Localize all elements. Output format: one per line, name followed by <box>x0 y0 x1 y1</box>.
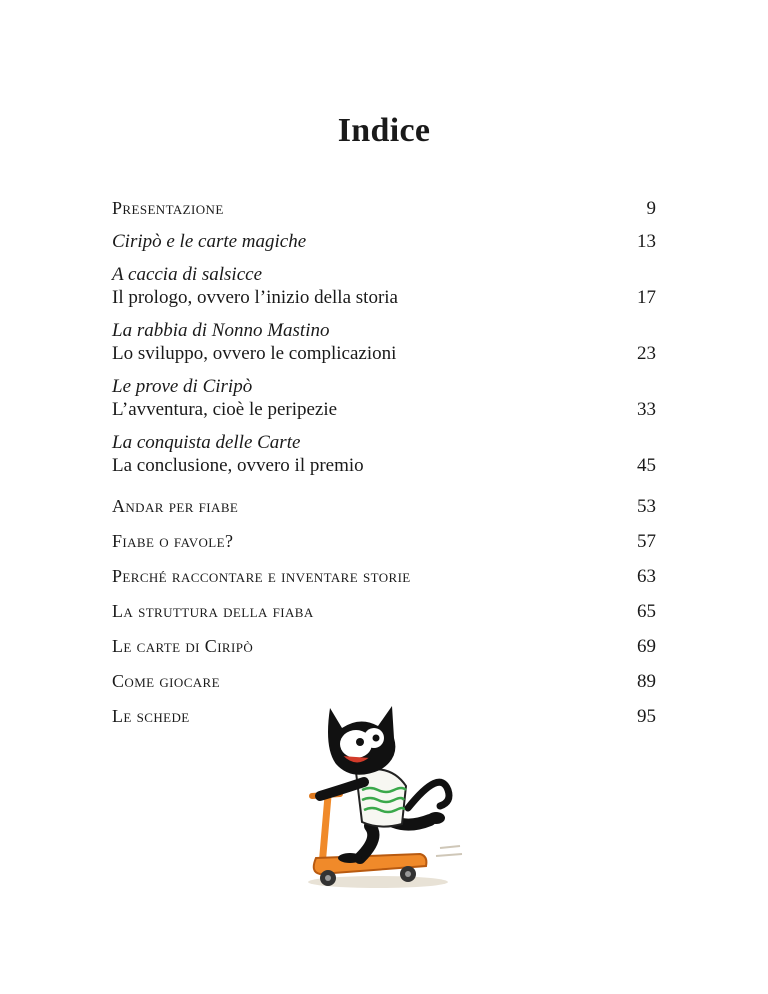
toc-page-number: 57 <box>637 531 656 552</box>
toc-entry-conquista-carte[interactable] <box>112 431 656 477</box>
toc-entry-title: Come giocare <box>112 671 220 691</box>
toc-page-number: 95 <box>637 706 656 727</box>
toc-page-number: 9 <box>646 198 656 219</box>
cat-on-scooter-illustration <box>290 698 480 898</box>
toc-page-number: 89 <box>637 671 656 692</box>
toc-entry-title: Le carte di Ciripò <box>112 636 254 656</box>
toc-entry-title: Fiabe o favole? <box>112 531 234 551</box>
toc-page-number: 17 <box>637 287 656 308</box>
toc-entry-subtitle: Il prologo, ovvero l’inizio della storia <box>112 287 398 308</box>
toc-entry-caccia-salsicce[interactable] <box>112 263 656 309</box>
toc-entry-come-giocare[interactable] <box>112 670 656 693</box>
toc-entry-fiabe-o-favole[interactable] <box>112 530 656 553</box>
table-of-contents <box>112 197 656 728</box>
toc-entry-rabbia-nonno-mastino[interactable] <box>112 319 656 365</box>
toc-entry-title: Ciripò e le carte magiche <box>112 231 307 252</box>
toc-entry-carte-di-ciripo[interactable] <box>112 635 656 658</box>
toc-entry-title: Perché raccontare e inventare storie <box>112 566 411 586</box>
toc-entry-title: La struttura della fiaba <box>112 601 314 621</box>
toc-page-number: 45 <box>637 455 656 476</box>
toc-entry-struttura-fiaba[interactable] <box>112 600 656 623</box>
toc-entry-title: Presentazione <box>112 198 224 218</box>
toc-entry-title: A caccia di salsicce <box>112 264 263 285</box>
toc-entry-presentazione[interactable] <box>112 197 656 220</box>
toc-entry-title: La rabbia di Nonno Mastino <box>112 320 330 341</box>
toc-page-number: 53 <box>637 496 656 517</box>
toc-page-number: 33 <box>637 399 656 420</box>
toc-entry-andar-per-fiabe[interactable] <box>112 495 656 518</box>
toc-entry-subtitle: La conclusione, ovvero il premio <box>112 455 364 476</box>
page-title: Indice <box>337 112 431 149</box>
toc-entry-perche-raccontare[interactable] <box>112 565 656 588</box>
toc-entry-title: Le schede <box>112 706 190 726</box>
toc-entry-subtitle: Lo sviluppo, ovvero le complicazioni <box>112 343 397 364</box>
toc-entry-title: Andar per fiabe <box>112 496 239 516</box>
toc-entry-ciripo-carte-magiche[interactable] <box>112 230 656 253</box>
toc-page-number: 13 <box>637 231 656 252</box>
toc-page-number: 23 <box>637 343 656 364</box>
toc-page-number: 63 <box>637 566 656 587</box>
toc-entry-prove-ciripo[interactable] <box>112 375 656 421</box>
toc-entry-subtitle: L’avventura, cioè le peripezie <box>112 399 338 420</box>
toc-page-number: 65 <box>637 601 656 622</box>
toc-entry-title: La conquista delle Carte <box>112 432 301 453</box>
toc-entry-title: Le prove di Ciripò <box>112 376 253 397</box>
toc-page-number: 69 <box>637 636 656 657</box>
